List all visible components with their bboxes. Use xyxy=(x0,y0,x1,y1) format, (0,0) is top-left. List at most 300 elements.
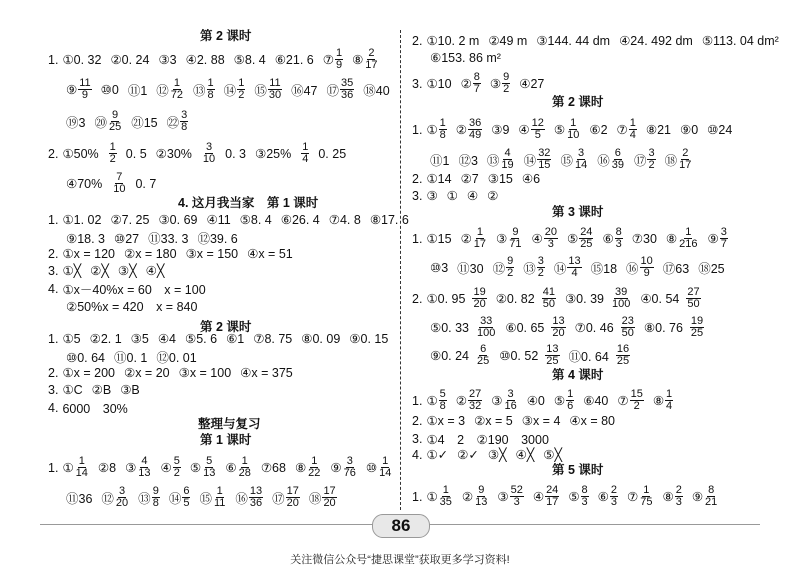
answer-item: ④ $\frac{20}{3}$ xyxy=(531,226,557,250)
fraction: $\frac{1}{10}$ xyxy=(567,117,580,141)
answer-item: ①1. 02 xyxy=(62,213,102,227)
answer-item: ⑦8. 75 xyxy=(253,332,293,346)
answer-line xyxy=(412,171,549,186)
answer-line xyxy=(56,229,247,247)
fraction: $\frac{1}{17}$ xyxy=(473,226,487,250)
fraction: $\frac{1}{8}$ xyxy=(207,77,214,101)
question-number: 2. xyxy=(48,146,59,161)
answer-item: ④0 xyxy=(526,394,545,408)
answer-item: ② $\frac{36}{49}$ xyxy=(455,117,482,141)
answer-item: ② $\frac{8}{7}$ xyxy=(460,71,480,95)
answer-item: ⑯ $\frac{6}{39}$ xyxy=(597,147,624,171)
answer-item: ⑤ $\frac{1}{10}$ xyxy=(553,117,580,141)
fraction: $\frac{35}{36}$ xyxy=(341,77,354,101)
fraction: $\frac{1}{72}$ xyxy=(170,77,184,101)
answer-item: ⑮ $\frac{3}{14}$ xyxy=(560,147,588,171)
answer-item: ⑱25 xyxy=(698,261,725,276)
fraction: $\frac{8}{3}$ xyxy=(581,484,588,508)
fraction: $\frac{13}{20}$ xyxy=(552,315,565,339)
fraction: $\frac{1}{28}$ xyxy=(238,455,251,479)
answer-item: ⑪36 xyxy=(66,491,93,506)
fraction: $\frac{11}{9}$ xyxy=(79,77,91,101)
answer-line xyxy=(48,212,418,227)
question-number: 4. xyxy=(412,447,423,462)
answer-item: ⑩ $\frac{1}{14}$ xyxy=(365,455,392,479)
answer-item: ⑰63 xyxy=(662,261,690,276)
fraction: $\frac{15}{2}$ xyxy=(630,388,643,412)
answer-item: ④2. 88 xyxy=(185,53,225,67)
answer-item: ① xyxy=(446,189,458,203)
question-number: 3. xyxy=(412,188,423,203)
answer-item: ⑤8. 4 xyxy=(233,53,266,67)
question-number: 1. xyxy=(48,212,59,227)
question-number: 2. xyxy=(412,413,423,428)
fraction: $\frac{2}{3}$ xyxy=(610,484,617,508)
question-number: 1. xyxy=(48,460,59,475)
fraction: $\frac{9}{25}$ xyxy=(108,109,122,133)
fraction: $\frac{17}{20}$ xyxy=(286,485,299,509)
fraction: $\frac{13}{25}$ xyxy=(546,343,559,367)
fraction: $\frac{8}{3}$ xyxy=(615,226,622,250)
section-heading: 第 2 课时 xyxy=(200,320,252,334)
answer-item: ②0. 82 $\frac{41}{50}$ xyxy=(495,286,555,310)
answer-item: ②╳ xyxy=(90,264,109,278)
answer-item: ④4 xyxy=(157,332,177,346)
answer-item: ⑥0. 65 $\frac{13}{20}$ xyxy=(505,315,565,339)
answer-item: ②✓ xyxy=(457,448,479,462)
page-number: 86 xyxy=(372,514,430,538)
answer-item: ①✓ xyxy=(426,448,449,462)
answer-item: ⑧0. 76 $\frac{19}{25}$ xyxy=(643,315,704,339)
answer-item: ③ $\frac{9}{71}$ xyxy=(496,226,522,250)
section-heading: 第 2 课时 xyxy=(200,29,252,43)
fraction: $\frac{13}{4}$ xyxy=(568,255,581,279)
answer-line xyxy=(412,118,741,141)
fraction: $\frac{6}{39}$ xyxy=(611,147,624,171)
answer-item: ⑩0 xyxy=(100,83,119,97)
fraction: $\frac{27}{32}$ xyxy=(469,388,482,412)
answer-item: ⑤ $\frac{8}{3}$ xyxy=(568,484,588,508)
answer-item: ④x = 51 xyxy=(247,247,293,261)
section-heading: 整理与复习 xyxy=(198,417,261,431)
question-number: 2. xyxy=(412,171,423,186)
answer-line xyxy=(56,297,206,315)
fraction: $\frac{5}{13}$ xyxy=(203,455,216,479)
answer-line xyxy=(412,389,682,412)
answer-line xyxy=(48,365,302,380)
answer-item: ③ $\frac{4}{13}$ xyxy=(125,455,151,479)
fraction: $\frac{3}{10}$ xyxy=(202,141,216,165)
answer-line xyxy=(420,256,734,279)
fraction: $\frac{5}{8}$ xyxy=(439,388,446,412)
answer-item: ②8 xyxy=(97,461,117,475)
fraction: $\frac{8}{7}$ xyxy=(473,71,480,95)
fraction: $\frac{23}{50}$ xyxy=(621,315,634,339)
fraction: $\frac{3}{8}$ xyxy=(181,109,188,133)
answer-line xyxy=(412,430,558,448)
answer-item: ⑫ $\frac{1}{72}$ xyxy=(156,77,184,101)
answer-item: 0. 7 xyxy=(135,176,157,191)
question-number: 3. xyxy=(48,382,59,397)
fraction: $\frac{8}{21}$ xyxy=(705,484,718,508)
answer-item: ②x = 180 xyxy=(124,247,177,261)
answer-item: ①x－40%x = 60 x = 100 xyxy=(62,283,206,297)
answer-item: ①10 xyxy=(426,77,452,91)
answer-item: ⑨ $\frac{8}{21}$ xyxy=(691,484,718,508)
answer-item: ⑥2 xyxy=(589,123,608,137)
answer-item: ⑤5. 6 xyxy=(185,332,218,346)
answer-item: ⑨ $\frac{3}{76}$ xyxy=(330,455,356,479)
answer-line xyxy=(48,263,173,278)
fraction: $\frac{1}{35}$ xyxy=(439,484,452,508)
answer-item: ③0. 69 xyxy=(158,213,198,227)
fraction: $\frac{1}{75}$ xyxy=(640,484,653,508)
answer-item: ⑥1 xyxy=(226,332,245,346)
fraction: $\frac{9}{13}$ xyxy=(475,484,488,508)
answer-item: ⑫ $\frac{9}{2}$ xyxy=(492,255,514,279)
answer-item: ② $\frac{27}{32}$ xyxy=(455,388,482,412)
answer-line xyxy=(412,413,624,428)
answer-item: ②x = 5 xyxy=(474,414,513,428)
fraction: $\frac{10}{9}$ xyxy=(640,255,653,279)
answer-item: ⑥ $\frac{2}{3}$ xyxy=(597,484,617,508)
fraction: $\frac{41}{50}$ xyxy=(542,286,555,310)
answer-item: ①C xyxy=(62,383,83,397)
answer-item: ②0. 24 xyxy=(110,53,150,67)
answer-item: ③3 xyxy=(158,53,177,67)
answer-item: ⑦ $\frac{1}{75}$ xyxy=(627,484,653,508)
fraction: $\frac{9}{71}$ xyxy=(509,226,522,250)
answer-item: ①14 xyxy=(426,172,452,186)
answer-item: ④27 xyxy=(519,77,545,91)
answer-item: ⑬ $\frac{9}{8}$ xyxy=(138,485,159,509)
answer-item: ⑨ $\frac{11}{9}$ xyxy=(66,77,91,101)
answer-item: ③x = 150 xyxy=(185,247,239,261)
answer-item: ⑪0. 1 xyxy=(114,351,148,365)
fraction: $\frac{16}{25}$ xyxy=(616,343,630,367)
fraction: $\frac{5}{2}$ xyxy=(173,455,180,479)
answer-item: ⑬ $\frac{3}{2}$ xyxy=(523,255,544,279)
answer-line xyxy=(56,78,399,101)
answer-item: ①4 2 ②190 3000 xyxy=(426,433,549,447)
answer-item: ⑰ $\frac{3}{2}$ xyxy=(633,147,655,171)
answer-item: ⑯ $\frac{10}{9}$ xyxy=(626,255,653,279)
fraction: $\frac{39}{100}$ xyxy=(611,286,631,310)
question-number: 4. xyxy=(48,282,59,296)
answer-item: ⑧ $\frac{1}{216}$ xyxy=(665,226,698,250)
answer-line xyxy=(56,172,165,195)
answer-item: ② xyxy=(487,189,499,203)
fraction: $\frac{17}{20}$ xyxy=(323,485,336,509)
answer-item: ④ $\frac{24}{17}$ xyxy=(532,484,559,508)
fraction: $\frac{1}{14}$ xyxy=(379,455,392,479)
answer-item: ④24. 492 dm xyxy=(619,34,693,48)
answer-line xyxy=(420,148,701,171)
answer-item: ③15 xyxy=(487,172,513,186)
question-number: 1. xyxy=(48,52,59,67)
answer-line xyxy=(56,110,197,133)
answer-item: ③25% xyxy=(255,147,292,161)
fraction: $\frac{1}{8}$ xyxy=(439,117,446,141)
answer-item: ③ $\frac{9}{2}$ xyxy=(489,71,510,95)
question-number: 4. xyxy=(48,401,59,415)
answer-item: ① $\frac{1}{8}$ xyxy=(426,117,446,141)
fraction: $\frac{3}{2}$ xyxy=(537,255,544,279)
fraction: $\frac{3}{7}$ xyxy=(720,226,727,250)
fraction: $\frac{9}{2}$ xyxy=(507,255,514,279)
answer-item: ②49 m xyxy=(488,34,528,48)
answer-item: ③ $\frac{3}{16}$ xyxy=(491,388,517,412)
section-heading: 第 4 课时 xyxy=(552,368,604,382)
answer-item: ⑨ $\frac{3}{7}$ xyxy=(707,226,727,250)
answer-item: ⑨0 xyxy=(680,123,699,137)
answer-item: ② $\frac{9}{13}$ xyxy=(461,484,488,508)
answer-item: ⑳ $\frac{9}{25}$ xyxy=(94,109,122,133)
answer-item: ④x = 80 xyxy=(569,414,616,428)
answer-item: ①x = 120 xyxy=(62,247,115,261)
fraction: $\frac{13}{36}$ xyxy=(249,485,263,509)
answer-item: ⑦0. 46 $\frac{23}{50}$ xyxy=(574,315,634,339)
fraction: $\frac{20}{3}$ xyxy=(544,226,557,250)
answer-item: 0. 5 xyxy=(125,146,147,161)
answer-item xyxy=(111,172,126,195)
fraction: $\frac{9}{8}$ xyxy=(152,485,159,509)
answer-item xyxy=(108,142,117,165)
fraction: $\frac{24}{25}$ xyxy=(580,226,593,250)
answer-line xyxy=(412,188,507,203)
fraction: $\frac{7}{10}$ xyxy=(113,171,126,195)
answer-item: ⑩0. 64 xyxy=(66,350,106,365)
answer-item: ③ xyxy=(426,189,438,203)
section-heading: 第 3 课时 xyxy=(552,205,604,219)
fraction: $\frac{24}{17}$ xyxy=(546,484,559,508)
fraction: $\frac{6}{5}$ xyxy=(183,485,190,509)
fraction: $\frac{2}{3}$ xyxy=(675,484,682,508)
answer-item: ⑱40 xyxy=(363,83,390,98)
answer-line xyxy=(412,447,571,462)
answer-item: ③144. 44 dm xyxy=(536,34,611,48)
answer-item: ⑨0. 24 $\frac{6}{25}$ xyxy=(430,343,490,367)
answer-item: ⑦4. 8 xyxy=(328,213,361,227)
answer-item: ⑧ $\frac{1}{22}$ xyxy=(294,455,321,479)
answer-item: ①x = 200 xyxy=(62,366,115,380)
answer-item: ⑭ $\frac{1}{2}$ xyxy=(223,77,245,101)
section-heading: 第 2 课时 xyxy=(552,95,604,109)
answer-item: ⑨0. 15 xyxy=(349,332,389,346)
section-heading: 第 1 课时 xyxy=(200,433,252,447)
answer-item xyxy=(300,142,309,165)
answer-item: ⑥40 xyxy=(583,394,609,408)
answer-item: ⑭ $\frac{32}{15}$ xyxy=(523,147,551,171)
answer-item: ③ $\frac{52}{3}$ xyxy=(497,484,523,508)
answer-item: ⑦ $\frac{1}{9}$ xyxy=(322,47,343,71)
answer-item: ⑦ $\frac{1}{4}$ xyxy=(616,117,636,141)
footer-note: 关注微信公众号“捷思课堂”获取更多学习资料! xyxy=(290,554,510,566)
answer-item: ②x = 20 xyxy=(124,366,170,380)
answer-line xyxy=(412,287,710,310)
fraction: $\frac{12}{5}$ xyxy=(531,117,544,141)
fraction: $\frac{4}{13}$ xyxy=(138,455,151,479)
answer-item: 0. 25 xyxy=(318,146,347,161)
answer-item: ⑪30 xyxy=(457,261,484,276)
answer-item: ①15 xyxy=(426,232,452,246)
fraction: $\frac{19}{25}$ xyxy=(690,315,704,339)
answer-item: ⑯47 xyxy=(291,83,318,98)
answer-item: ⑮ $\frac{11}{30}$ xyxy=(254,77,282,101)
fraction: $\frac{27}{50}$ xyxy=(687,286,700,310)
fraction: $\frac{4}{19}$ xyxy=(501,147,514,171)
fraction: $\frac{1}{14}$ xyxy=(75,455,88,479)
answer-item: ②7. 25 xyxy=(110,213,150,227)
answer-item: ① $\frac{1}{35}$ xyxy=(426,484,452,508)
question-number: 3. xyxy=(412,76,423,91)
question-number: 1. xyxy=(48,331,59,346)
fraction: $\frac{1}{4}$ xyxy=(302,141,309,165)
answer-item: 6000 30% xyxy=(62,402,128,416)
answer-item: ⑪33. 3 xyxy=(148,232,189,246)
answer-line xyxy=(412,72,553,95)
question-number: 2. xyxy=(48,246,59,261)
answer-item: ⑱ $\frac{2}{17}$ xyxy=(664,147,692,171)
fraction: $\frac{3}{2}$ xyxy=(648,147,655,171)
answer-item: ⑥ $\frac{1}{28}$ xyxy=(225,455,251,479)
answer-item: ① $\frac{5}{8}$ xyxy=(426,388,446,412)
answer-item: ① $\frac{1}{14}$ xyxy=(62,455,88,479)
question-number: 1. xyxy=(412,231,423,246)
answer-item: ③5 xyxy=(130,332,149,346)
answer-item: ⑨18. 3 xyxy=(66,231,106,246)
answer-item: ⑲3 xyxy=(66,115,86,130)
fraction: $\frac{19}{20}$ xyxy=(473,286,486,310)
answer-item: ⑪1 xyxy=(430,153,450,168)
answer-item xyxy=(201,142,216,165)
answer-line xyxy=(48,142,355,165)
answer-item: ④╳ xyxy=(515,448,535,462)
answer-item: ②30% xyxy=(155,147,192,161)
answer-item: ⑰ $\frac{17}{20}$ xyxy=(272,485,299,509)
answer-item: ⑧ $\frac{1}{4}$ xyxy=(652,388,673,412)
answer-item: ⑩27 xyxy=(114,231,140,246)
section-heading: 4. 这月我当家 第 1 课时 xyxy=(178,196,319,210)
answer-item: ④0. 54 $\frac{27}{50}$ xyxy=(640,286,700,310)
answer-item: ⑮18 xyxy=(590,261,618,276)
answer-item: ④ $\frac{12}{5}$ xyxy=(518,117,544,141)
fraction: $\frac{2}{17}$ xyxy=(679,147,692,171)
answer-item: ⑤╳ xyxy=(543,448,563,462)
answer-item: ⑬ $\frac{4}{19}$ xyxy=(486,147,514,171)
answer-item: ②B xyxy=(91,383,112,397)
fraction: $\frac{32}{15}$ xyxy=(538,147,551,171)
fraction: $\frac{1}{6}$ xyxy=(567,388,574,412)
question-number: 2. xyxy=(412,291,423,306)
answer-item: ③0. 39 $\frac{39}{100}$ xyxy=(564,286,631,310)
fraction: $\frac{1}{2}$ xyxy=(238,77,245,101)
fraction: $\frac{1}{11}$ xyxy=(213,485,226,509)
fraction: $\frac{2}{17}$ xyxy=(365,47,378,71)
answer-line xyxy=(412,227,737,250)
fraction: $\frac{33}{100}$ xyxy=(477,315,496,339)
answer-line xyxy=(48,48,388,71)
fraction: $\frac{52}{3}$ xyxy=(510,484,523,508)
question-number: 2. xyxy=(412,33,423,48)
answer-item: ⑤ $\frac{1}{6}$ xyxy=(553,388,574,412)
answer-item: ③x = 100 xyxy=(178,366,232,380)
answer-item: ⑩0. 52 $\frac{13}{25}$ xyxy=(499,343,559,367)
answer-item: 0. 3 xyxy=(225,146,246,161)
question-number: 3. xyxy=(48,263,59,278)
answer-item: ⑧17. 6 xyxy=(369,213,409,227)
answer-item: ⑧ $\frac{2}{17}$ xyxy=(352,47,378,71)
column-divider xyxy=(400,30,401,510)
fraction: $\frac{9}{2}$ xyxy=(503,71,510,95)
answer-item: ⑦68 xyxy=(260,461,286,475)
answer-item: ⑤113. 04 dm² xyxy=(701,34,779,48)
answer-item: ⑫ $\frac{3}{20}$ xyxy=(101,485,129,509)
answer-item: ②7 xyxy=(460,172,479,186)
answer-item: ④ $\frac{5}{2}$ xyxy=(160,455,180,479)
answer-item: ⑤ $\frac{5}{13}$ xyxy=(189,455,216,479)
answer-line xyxy=(56,348,206,366)
question-number: 2. xyxy=(48,365,59,380)
question-number: 3. xyxy=(412,432,423,446)
fraction: $\frac{11}{30}$ xyxy=(268,77,282,101)
answer-item: ⑥26. 4 xyxy=(280,213,320,227)
answer-item: ①10. 2 m xyxy=(426,34,480,48)
answer-item: ④╳ xyxy=(145,264,165,278)
answer-item: ④x = 375 xyxy=(240,366,293,380)
answer-item: ⑮ $\frac{1}{11}$ xyxy=(199,485,226,509)
fraction: $\frac{6}{25}$ xyxy=(477,343,490,367)
answer-line xyxy=(48,280,215,298)
fraction: $\frac{1}{9}$ xyxy=(335,47,343,71)
question-number: 1. xyxy=(412,393,423,408)
fraction: $\frac{3}{14}$ xyxy=(574,147,588,171)
answer-item: ②50%x = 420 x = 840 xyxy=(66,300,198,314)
answer-item: ③9 xyxy=(491,123,510,137)
answer-item: ③╳ xyxy=(487,448,507,462)
answer-item: ⑫39. 6 xyxy=(197,232,238,246)
answer-item: ②2. 1 xyxy=(89,332,122,346)
fraction: $\frac{1}{4}$ xyxy=(629,117,636,141)
answer-item: ⑦30 xyxy=(631,232,657,246)
answer-item: ③B xyxy=(120,383,140,397)
question-number: 1. xyxy=(412,489,423,504)
answer-item: ⑫3 xyxy=(458,153,478,168)
answer-item: ⑫0. 01 xyxy=(156,351,197,365)
answer-item: ⑧21 xyxy=(645,123,671,137)
answer-item: ④6 xyxy=(521,172,541,186)
answer-line xyxy=(412,485,727,508)
answer-item: ①0. 32 xyxy=(62,53,102,67)
answer-item: ③╳ xyxy=(117,264,137,278)
answer-line xyxy=(420,316,713,339)
answer-item: ④70% xyxy=(66,177,103,191)
answer-item: ①5 xyxy=(62,332,81,346)
answer-item: ④11 xyxy=(206,213,231,227)
answer-item: ⑯ $\frac{13}{36}$ xyxy=(235,485,263,509)
answer-item: ①0. 95 $\frac{19}{20}$ xyxy=(426,286,486,310)
fraction: $\frac{3}{76}$ xyxy=(343,455,356,479)
answer-item: ⑧ $\frac{2}{3}$ xyxy=(662,484,682,508)
answer-item: ㉑15 xyxy=(131,115,158,130)
answer-item: ⑪1 xyxy=(127,83,148,98)
answer-item: ⑥21. 6 xyxy=(274,53,314,67)
answer-line xyxy=(420,344,639,367)
answer-line xyxy=(420,50,510,65)
fraction: $\frac{1}{216}$ xyxy=(679,226,698,250)
answer-item: ⑤8. 4 xyxy=(239,213,272,227)
answer-line xyxy=(56,486,346,509)
